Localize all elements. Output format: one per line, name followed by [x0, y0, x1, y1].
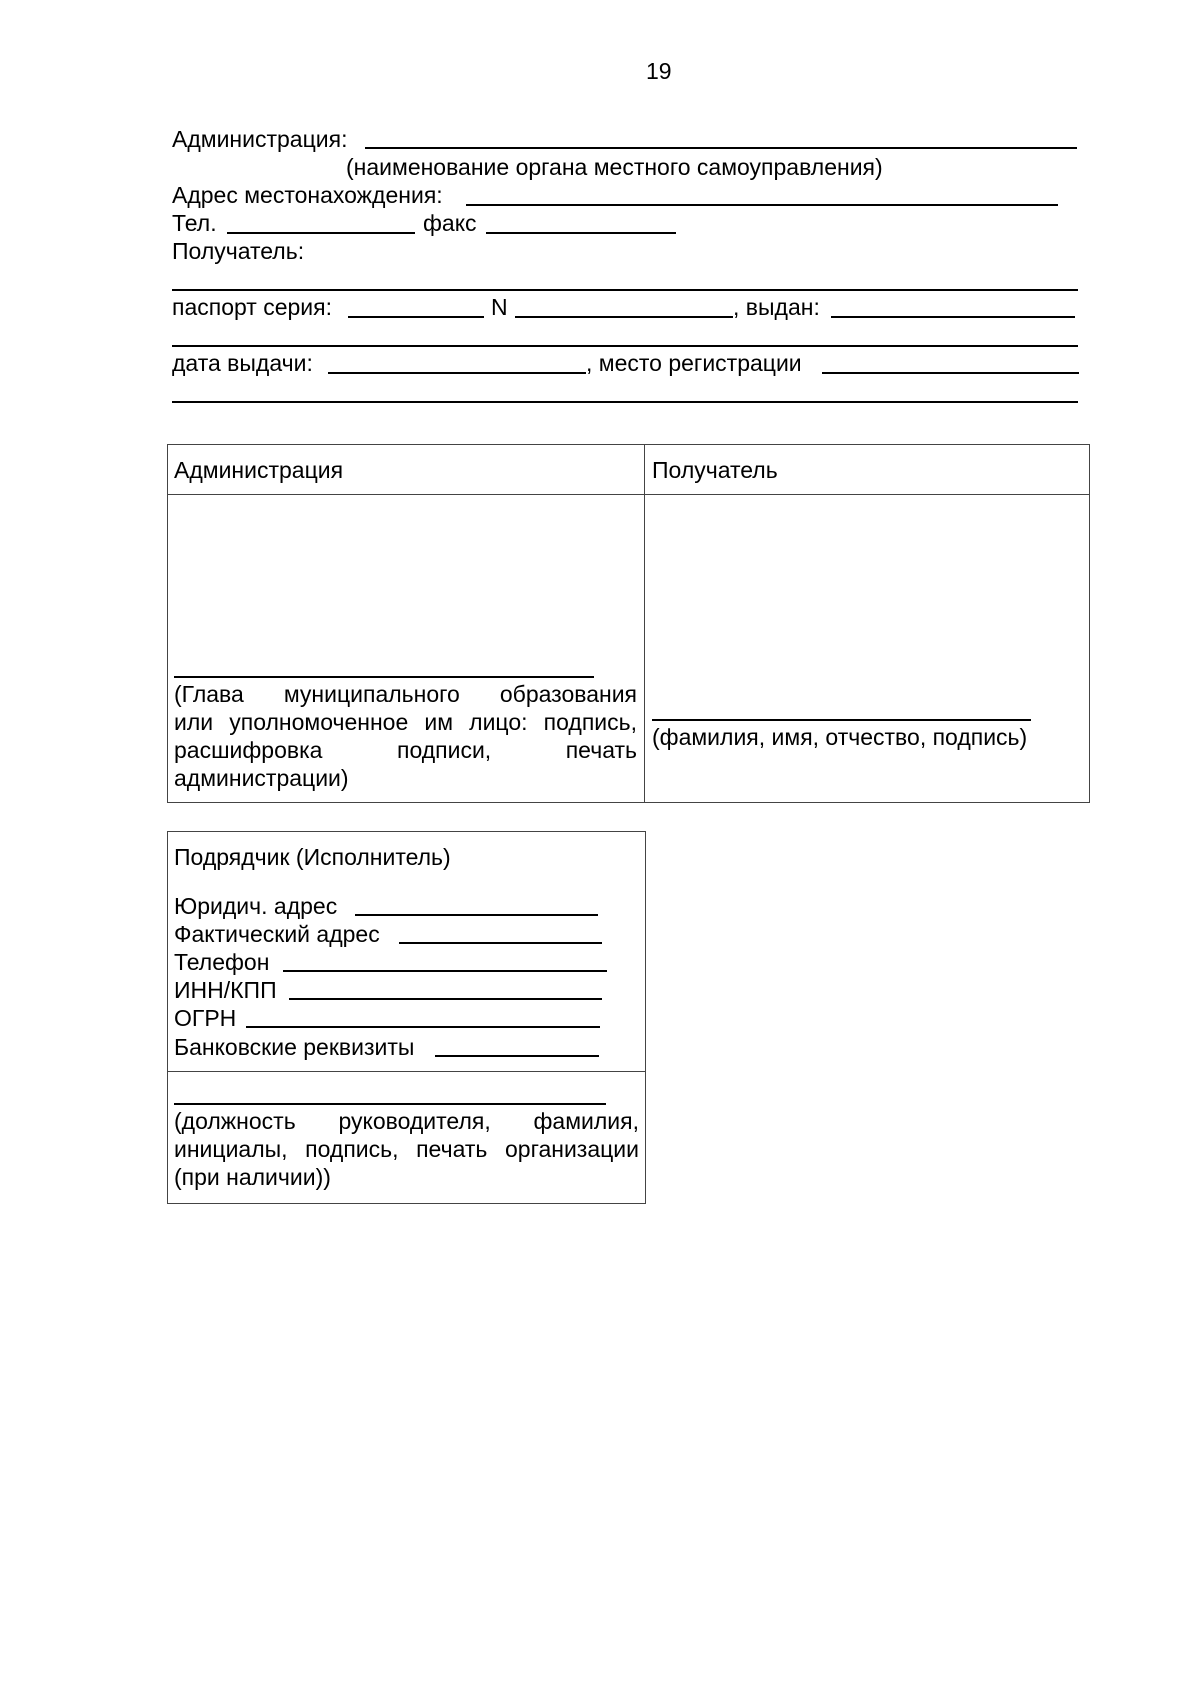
admin-name-caption: (наименование органа местного самоуправления): [346, 154, 883, 180]
signature-table-header-rule: [167, 494, 1090, 495]
recipient-signature-line[interactable]: [652, 719, 1031, 721]
issue-date-label: дата выдачи:: [172, 350, 313, 376]
bank-details-line[interactable]: [435, 1055, 599, 1057]
legal-address-line[interactable]: [355, 914, 598, 916]
passport-series-line[interactable]: [348, 316, 484, 318]
admin-signature-line[interactable]: [174, 676, 594, 678]
inn-kpp-line[interactable]: [289, 998, 602, 1000]
tel-label: Тел.: [172, 210, 217, 236]
bank-details-label: Банковские реквизиты: [174, 1034, 415, 1060]
ogrn-label: ОГРН: [174, 1005, 237, 1031]
fax-line[interactable]: [486, 232, 676, 234]
legal-address-label: Юридич. адрес: [174, 893, 338, 919]
contractor-caption-line-1: (должность руководителя, фамилия,: [174, 1108, 639, 1134]
passport-number-line[interactable]: [515, 316, 733, 318]
phone-label: Телефон: [174, 949, 270, 975]
inn-kpp-label: ИНН/КПП: [174, 977, 277, 1003]
phone-line[interactable]: [283, 970, 607, 972]
registration-line-2[interactable]: [172, 401, 1078, 403]
passport-number-label: N: [491, 294, 508, 320]
col-admin-header: Администрация: [174, 457, 344, 483]
admin-caption-line-3: расшифровка подписи, печать: [174, 737, 637, 763]
address-line[interactable]: [466, 204, 1058, 206]
col-recipient-header: Получатель: [652, 457, 778, 483]
contractor-caption-line-3: (при наличии)): [174, 1164, 331, 1190]
contractor-title: Подрядчик (Исполнитель): [174, 844, 451, 870]
recipient-signature-caption: (фамилия, имя, отчество, подпись): [652, 724, 1028, 750]
passport-series-label: паспорт серия:: [172, 294, 332, 320]
page-number: 19: [646, 58, 672, 84]
contractor-caption-line-2: инициалы, подпись, печать организации: [174, 1136, 639, 1162]
actual-address-line[interactable]: [399, 942, 602, 944]
issue-date-line[interactable]: [328, 372, 586, 374]
registration-label: , место регистрации: [586, 350, 802, 376]
admin-label: Администрация:: [172, 126, 348, 152]
recipient-line[interactable]: [172, 289, 1078, 291]
admin-caption-line-2: или уполномоченное им лицо: подпись,: [174, 709, 637, 735]
tel-line[interactable]: [227, 232, 415, 234]
signature-table-divider: [644, 444, 645, 803]
actual-address-label: Фактический адрес: [174, 921, 380, 947]
contractor-box-rule: [167, 1071, 646, 1072]
passport-issued-label: , выдан:: [733, 294, 820, 320]
passport-issued-line[interactable]: [831, 316, 1075, 318]
fax-label: факс: [423, 210, 477, 236]
ogrn-line[interactable]: [246, 1026, 600, 1028]
admin-caption-line-1: (Глава муниципального образования: [174, 681, 637, 707]
contractor-signature-caption: [174, 1107, 639, 1191]
recipient-label: Получатель:: [172, 238, 305, 264]
registration-line[interactable]: [822, 372, 1079, 374]
contractor-signature-line[interactable]: [174, 1103, 606, 1105]
address-label: Адрес местонахождения:: [172, 182, 443, 208]
admin-caption-line-4: администрации): [174, 765, 349, 791]
admin-name-line[interactable]: [365, 147, 1077, 149]
admin-signature-caption: [174, 680, 637, 792]
passport-issued-line-2[interactable]: [172, 345, 1078, 347]
